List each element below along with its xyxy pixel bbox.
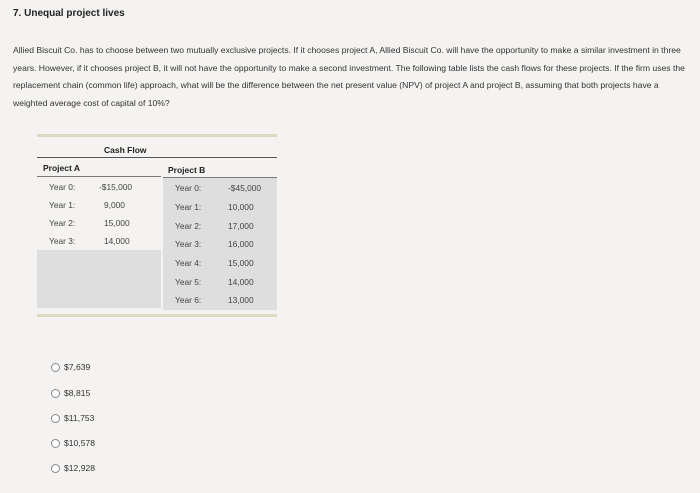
project-b-value: 16,000 [228, 239, 254, 249]
project-b-year: Year 2: [175, 221, 202, 231]
project-a-year: Year 2: [49, 218, 76, 228]
project-a-year: Year 0: [49, 182, 76, 192]
project-a-label: Project A [43, 163, 81, 173]
cash-flow-table [37, 134, 277, 319]
project-b-value: 13,000 [228, 295, 254, 305]
project-b-year: Year 4: [175, 258, 202, 268]
table-bottom-rule [37, 314, 277, 317]
radio-button-icon[interactable] [51, 414, 60, 423]
project-b-rule [163, 177, 277, 178]
project-b-year: Year 0: [175, 183, 202, 193]
header-rule [37, 157, 277, 158]
project-a-value: 14,000 [104, 236, 130, 246]
project-a-value: 15,000 [104, 218, 130, 228]
project-b-year: Year 5: [175, 277, 202, 287]
cash-flow-header: Cash Flow [104, 145, 147, 155]
project-a-empty-area [37, 250, 161, 308]
project-b-value: 10,000 [228, 202, 254, 212]
project-b-year: Year 1: [175, 202, 202, 212]
project-b-label: Project B [168, 165, 206, 175]
project-a-year: Year 1: [49, 200, 76, 210]
radio-button-icon[interactable] [51, 389, 60, 398]
project-a-value: 9,000 [104, 200, 125, 210]
project-b-value: 17,000 [228, 221, 254, 231]
project-a-value: -$15,000 [99, 182, 133, 192]
answer-label: $8,815 [64, 388, 91, 398]
project-b-year: Year 6: [175, 295, 202, 305]
answer-option[interactable] [51, 413, 171, 427]
answer-label: $7,639 [64, 362, 91, 372]
radio-button-icon[interactable] [51, 464, 60, 473]
answer-option[interactable] [51, 388, 171, 402]
question-title: 7. Unequal project lives [13, 8, 125, 19]
answer-label: $10,578 [64, 438, 96, 448]
project-a-rule [37, 176, 161, 177]
question-text: Allied Biscuit Co. has to choose between two mutually exclusive projects. If it chooses project A, Allied Biscuit Co. will have the opportunity to make a similar investment in three years. However, if it chooses project B, it will not have the opportunity to make a second investment. The following table lists the cash flows for these projects. If the firm uses the replacement chain (common life) approach, what will be the difference between the net present value (NPV) of project A and project B, assuming that both projects have a weighted average cost of capital of 10%? [13, 45, 685, 108]
answer-option[interactable] [51, 362, 171, 376]
answer-label: $11,753 [64, 413, 95, 423]
project-b-year: Year 3: [175, 239, 202, 249]
radio-button-icon[interactable] [51, 439, 60, 448]
answer-option[interactable] [51, 463, 171, 477]
radio-button-icon[interactable] [51, 363, 60, 372]
answer-option[interactable] [51, 438, 171, 452]
table-top-rule [37, 134, 277, 137]
project-b-value: -$45,000 [228, 183, 262, 193]
project-a-year: Year 3: [49, 236, 76, 246]
answer-label: $12,928 [64, 463, 96, 473]
project-b-value: 14,000 [228, 277, 254, 287]
project-b-value: 15,000 [228, 258, 254, 268]
